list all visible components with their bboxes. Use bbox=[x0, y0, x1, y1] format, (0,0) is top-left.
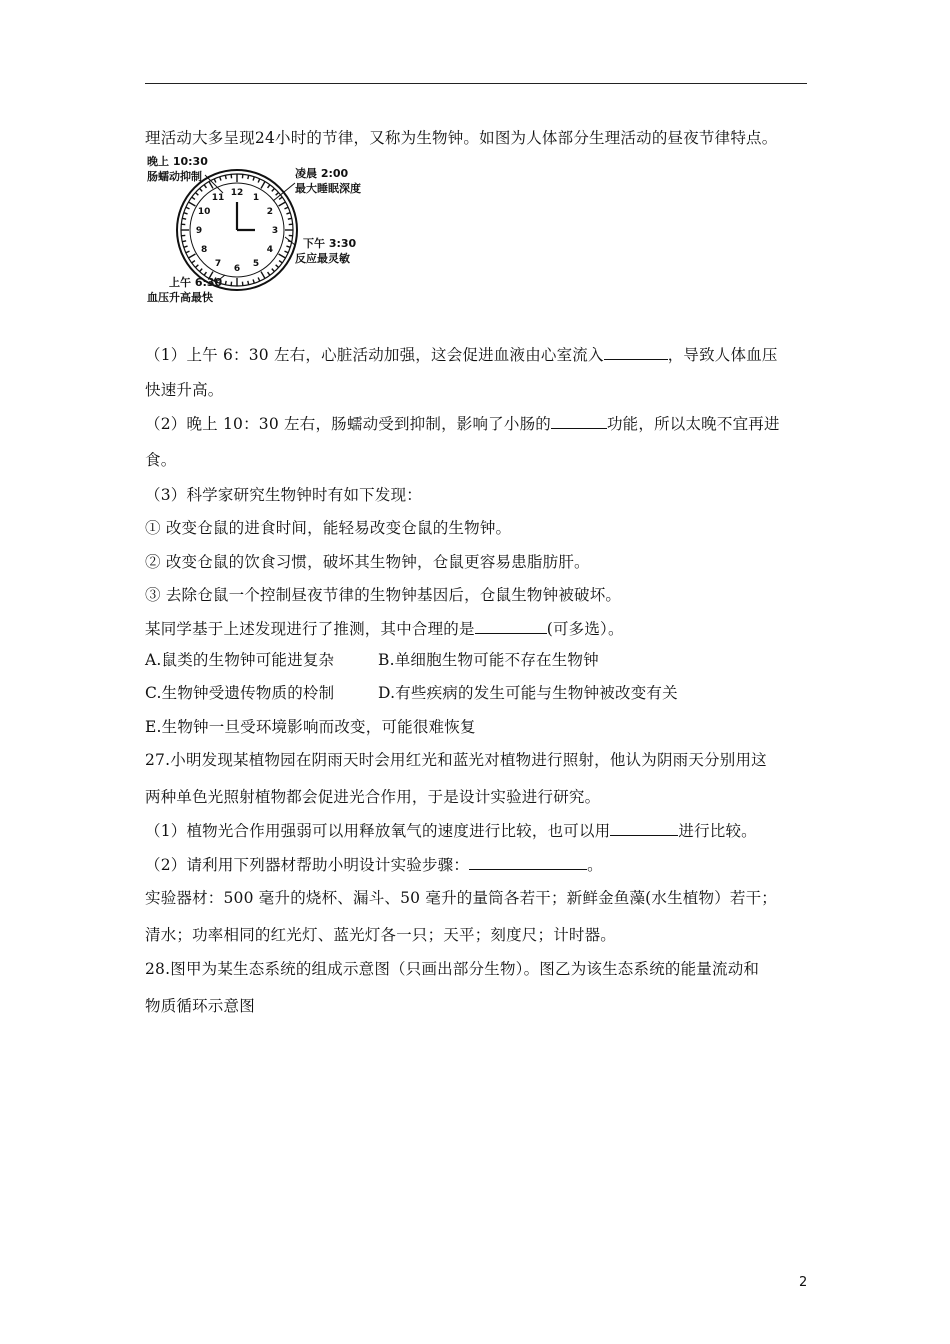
clock-tick bbox=[276, 193, 279, 196]
clock-tick bbox=[200, 188, 203, 191]
q2-line1 bbox=[145, 414, 780, 434]
q3-options-cd bbox=[145, 683, 678, 703]
clock-number: 7 bbox=[214, 258, 222, 269]
q3-ask-text-a: 某同学基于上述发现进行了推测，其中合理的是 bbox=[145, 620, 475, 638]
clock-tick bbox=[279, 202, 286, 206]
q27-sub1-text-b: 进行比较。 bbox=[678, 822, 757, 840]
clock-number: 10 bbox=[197, 207, 211, 217]
clock-number: 12 bbox=[230, 188, 244, 198]
label-night-time: 晚上 10:30 bbox=[147, 155, 208, 168]
clock-tick bbox=[248, 281, 249, 285]
clock-tick bbox=[272, 188, 275, 191]
clock-tick bbox=[261, 182, 265, 189]
q3-answer-blank[interactable] bbox=[475, 619, 547, 634]
clock-tick bbox=[248, 175, 249, 179]
clock-tick bbox=[286, 213, 290, 214]
q1-text-b: ，导致人体血压 bbox=[667, 346, 778, 364]
clock-tick bbox=[195, 193, 198, 196]
option-e[interactable]: E.生物钟一旦受环境影响而改变，可能很难恢复 bbox=[145, 718, 476, 736]
clock-tick bbox=[204, 185, 206, 188]
clock-tick bbox=[182, 218, 186, 219]
clock-tick bbox=[186, 251, 190, 253]
clock-tick bbox=[195, 265, 198, 268]
q27-line2: 两种单色光照射植物都会促进光合作用，于是设计实验进行研究。 bbox=[145, 788, 601, 806]
clock-tick bbox=[279, 254, 286, 258]
label-dawn-time: 凌晨 2:00 bbox=[295, 167, 349, 180]
q27-sub2 bbox=[145, 855, 603, 875]
clock-tick bbox=[182, 241, 186, 242]
clock-tick bbox=[258, 278, 260, 282]
clock-tick bbox=[225, 281, 226, 285]
label-night-text: 肠蠕动抑制 bbox=[147, 170, 202, 183]
clock-tick bbox=[192, 197, 195, 199]
q27-sub2-blank[interactable] bbox=[469, 855, 587, 870]
q28-line2: 物质循环示意图 bbox=[145, 997, 255, 1015]
clock-tick bbox=[285, 251, 289, 253]
clock-tick bbox=[184, 246, 188, 247]
option-c[interactable]: C.生物钟受遗传物质的柃制 bbox=[145, 684, 335, 702]
clock-number: 6 bbox=[233, 264, 241, 274]
option-b[interactable]: B.单细胞生物可能不存在生物钟 bbox=[378, 651, 599, 669]
clock-tick bbox=[200, 269, 203, 272]
q2-text-a: （2）晚上 10：30 左右，肠蠕动受到抑制，影响了小肠的 bbox=[145, 415, 551, 433]
clock-tick bbox=[279, 261, 282, 263]
label-morning-time: 上午 6:30 bbox=[169, 276, 223, 289]
q1-text-a: （1）上午 6：30 左右，心脏活动加强，这会促进血液由心室流入 bbox=[145, 346, 604, 364]
clock-tick bbox=[276, 265, 279, 268]
q27-sub2-text-b: 。 bbox=[587, 856, 603, 874]
clock-tick bbox=[258, 179, 260, 183]
q2-text-b: 功能，所以太晚不宜再进 bbox=[606, 415, 780, 433]
q1-answer-blank[interactable] bbox=[604, 345, 668, 360]
clock-number: 5 bbox=[252, 258, 260, 269]
label-afternoon-time: 下午 3:30 bbox=[303, 237, 357, 250]
clock-tick bbox=[220, 177, 221, 181]
q2-answer-blank[interactable] bbox=[551, 414, 607, 429]
clock-tick bbox=[261, 272, 265, 279]
label-afternoon-text: 反应最灵敏 bbox=[295, 252, 350, 265]
clock-number: 3 bbox=[271, 226, 279, 236]
q28-line1: 28.图甲为某生态系统的组成示意图（只画出部分生物）。图乙为该生态系统的能量流动和 bbox=[145, 960, 760, 978]
clock-tick bbox=[279, 197, 282, 199]
clock-tick bbox=[204, 272, 206, 275]
page-number: 2 bbox=[799, 1275, 808, 1290]
clock-number: 4 bbox=[266, 245, 274, 255]
q3-intro: （3）科学家研究生物钟时有如下发现： bbox=[145, 486, 422, 504]
intro-text: 理活动大多呈现24小时的节律，又称为生物钟。如图为人体部分生理活动的昼夜节律特点。 bbox=[145, 129, 778, 147]
clock-number: 11 bbox=[211, 193, 225, 204]
clock-number: 9 bbox=[195, 226, 203, 236]
q3-ask-text-b: (可多选）。 bbox=[546, 620, 624, 638]
clock-tick bbox=[192, 261, 195, 263]
q27-sub1 bbox=[145, 821, 757, 841]
clock-tick bbox=[184, 213, 188, 214]
clock-tick bbox=[285, 207, 289, 209]
clock-tick bbox=[286, 246, 290, 247]
q27-materials-2: 清水；功率相同的红光灯、蓝光灯各一只；天平；刻度尺；计时器。 bbox=[145, 926, 617, 944]
header-rule bbox=[145, 83, 807, 84]
clock-number: 8 bbox=[200, 245, 208, 255]
q2-line2: 食。 bbox=[145, 451, 177, 469]
q27-sub2-text-a: （2）请利用下列器材帮助小明设计实验步骤： bbox=[145, 856, 470, 874]
q27-sub1-text-a: （1）植物光合作用强弱可以用释放氧气的速度进行比较，也可以用 bbox=[145, 822, 611, 840]
biological-clock-figure bbox=[145, 153, 385, 313]
q27-line1: 27.小明发现某植物园在阴雨天时会用红光和蓝光对植物进行照射，他认为阴雨天分别用这 bbox=[145, 751, 767, 769]
q3-ask bbox=[145, 619, 624, 639]
clock-tick bbox=[214, 179, 216, 183]
q3-finding-3: ③ 去除仓鼠一个控制昼夜节律的生物钟基因后，仓鼠生物钟被破坏。 bbox=[145, 586, 622, 604]
clock-tick bbox=[225, 175, 226, 179]
q3-options-ab bbox=[145, 650, 599, 670]
option-d[interactable]: D.有些疾病的发生可能与生物钟被改变有关 bbox=[378, 684, 678, 702]
label-morning-text: 血压升高最快 bbox=[147, 291, 213, 304]
option-a[interactable]: A.鼠类的生物钟可能进复杂 bbox=[145, 651, 335, 669]
q3-finding-2: ② 改变仓鼠的饮食习惯，破坏其生物钟，仓鼠更容易患脂肪肝。 bbox=[145, 553, 590, 571]
clock-tick bbox=[253, 279, 254, 283]
q3-finding-1: ① 改变仓鼠的进食时间，能轻易改变仓鼠的生物钟。 bbox=[145, 519, 512, 537]
clock-number: 1 bbox=[252, 193, 260, 204]
clock-tick bbox=[268, 272, 270, 275]
q27-materials-1: 实验器材：500 毫升的烧杯、漏斗、50 毫升的量筒各若干；新鲜金鱼藻(水生植物）若干； bbox=[145, 889, 778, 907]
clock-tick bbox=[288, 218, 292, 219]
clock-tick bbox=[189, 202, 196, 206]
label-dawn-text: 最大睡眠深度 bbox=[295, 182, 361, 195]
clock-tick bbox=[189, 254, 196, 258]
clock-tick bbox=[186, 207, 190, 209]
q1-line2: 快速升高。 bbox=[145, 381, 224, 399]
clock-tick bbox=[253, 177, 254, 181]
clock-tick bbox=[272, 269, 275, 272]
clock-tick bbox=[268, 185, 270, 188]
clock-number: 2 bbox=[266, 207, 274, 217]
q27-sub1-blank[interactable] bbox=[610, 821, 678, 836]
q1-line1 bbox=[145, 345, 778, 365]
